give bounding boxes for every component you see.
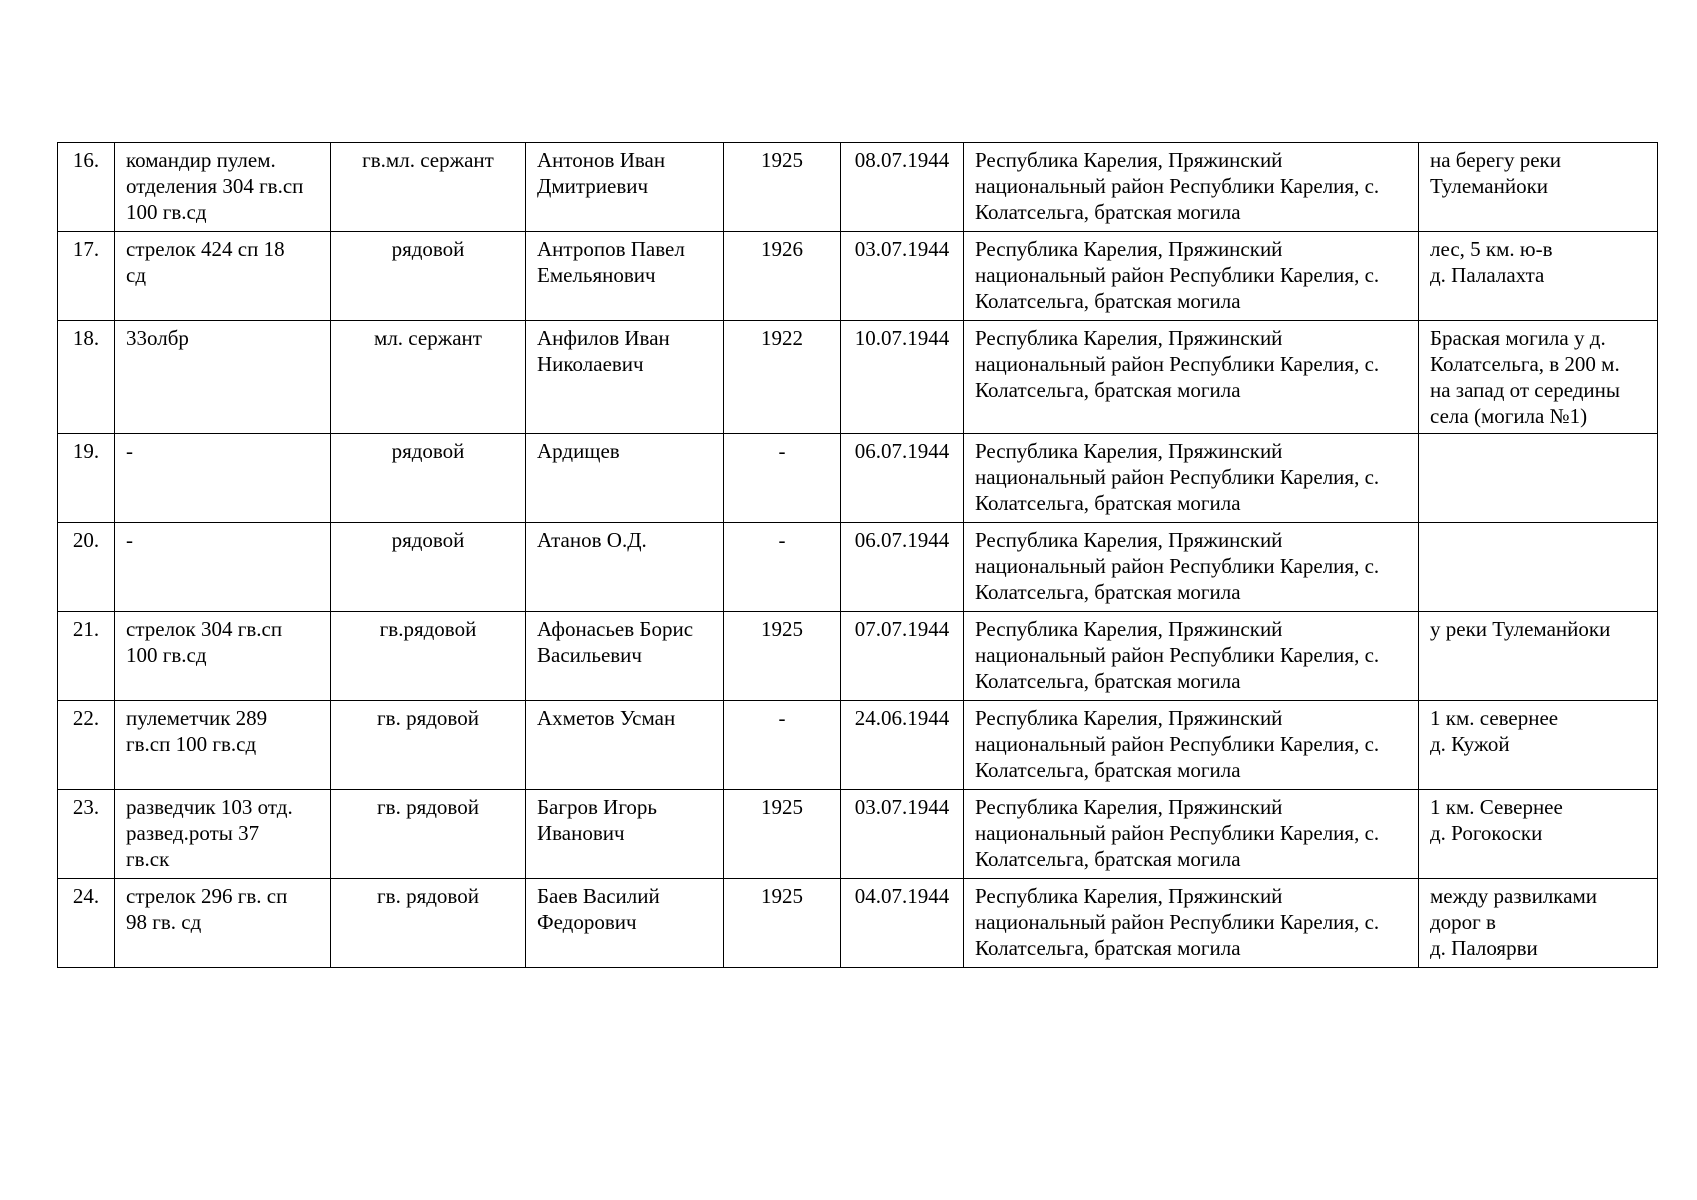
birth-year-cell (724, 523, 841, 612)
name-cell (526, 143, 724, 232)
name-cell-text: Афонасьев Борис Васильевич (537, 617, 694, 667)
name-cell-text: Багров Игорь Иванович (537, 795, 657, 845)
initial-burial-note-cell (1419, 523, 1658, 612)
rank-cell-text: гв. рядовой (377, 706, 479, 730)
initial-burial-note-cell-text: у реки Тулеманйоки (1430, 617, 1611, 641)
rank-cell-text: рядовой (391, 528, 465, 552)
table-row (58, 790, 1658, 879)
birth-year-cell (724, 143, 841, 232)
rank-cell (331, 790, 526, 879)
name-cell-text: Баев Василий Федорович (537, 884, 660, 934)
unit-cell (115, 434, 331, 523)
rank-cell-text: рядовой (391, 237, 465, 261)
birth-year-cell (724, 321, 841, 434)
unit-cell-text: - (126, 528, 133, 552)
death-date-cell-text: 03.07.1944 (854, 237, 950, 261)
burial-place-cell (964, 612, 1419, 701)
row-number-cell (58, 612, 115, 701)
death-date-cell (841, 701, 964, 790)
initial-burial-note-cell (1419, 790, 1658, 879)
initial-burial-note-cell (1419, 321, 1658, 434)
row-number-cell (58, 523, 115, 612)
death-date-cell-text: 04.07.1944 (854, 884, 950, 908)
row-number-cell-text: 17. (72, 237, 100, 261)
death-date-cell-text: 24.06.1944 (854, 706, 950, 730)
burial-place-cell (964, 701, 1419, 790)
burial-place-cell-text: Республика Карелия, Пряжинский национальный район Республики Карелия, с. Колатсельга, братская могила (975, 617, 1380, 693)
unit-cell-text: 33олбр (126, 326, 189, 350)
name-cell (526, 701, 724, 790)
name-cell (526, 232, 724, 321)
rank-cell-text: гв.рядовой (379, 617, 477, 641)
rank-cell (331, 523, 526, 612)
unit-cell (115, 143, 331, 232)
initial-burial-note-cell-text: на берегу реки Тулеманйоки (1430, 148, 1561, 198)
table-row (58, 143, 1658, 232)
rank-cell-text: гв. рядовой (377, 795, 479, 819)
death-date-cell-text: 07.07.1944 (854, 617, 950, 641)
initial-burial-note-cell (1419, 612, 1658, 701)
row-number-cell-text: 21. (72, 617, 100, 641)
rank-cell-text: мл. сержант (374, 326, 482, 350)
initial-burial-note-cell-text: Браская могила у д. Колатсельга, в 200 м. на запад от середины села (могила №1) (1430, 326, 1621, 428)
initial-burial-note-cell-text: между развилками дорог в д. Палоярви (1430, 884, 1598, 960)
birth-year-cell (724, 879, 841, 968)
burial-place-cell (964, 143, 1419, 232)
unit-cell (115, 701, 331, 790)
name-cell-text: Анфилов Иван Николаевич (537, 326, 670, 376)
table-row (58, 434, 1658, 523)
death-date-cell (841, 790, 964, 879)
rank-cell-text: гв. рядовой (377, 884, 479, 908)
name-cell (526, 879, 724, 968)
rank-cell (331, 612, 526, 701)
burial-place-cell-text: Республика Карелия, Пряжинский национальный район Республики Карелия, с. Колатсельга, братская могила (975, 528, 1380, 604)
death-date-cell-text: 03.07.1944 (854, 795, 950, 819)
initial-burial-note-cell (1419, 143, 1658, 232)
death-date-cell-text: 06.07.1944 (854, 528, 950, 552)
table-row (58, 523, 1658, 612)
burial-place-cell-text: Республика Карелия, Пряжинский национальный район Республики Карелия, с. Колатсельга, братская могила (975, 326, 1380, 402)
burial-place-cell (964, 879, 1419, 968)
row-number-cell (58, 434, 115, 523)
unit-cell (115, 321, 331, 434)
death-date-cell (841, 523, 964, 612)
death-date-cell (841, 321, 964, 434)
rank-cell-text: рядовой (391, 439, 465, 463)
burial-place-cell-text: Республика Карелия, Пряжинский национальный район Республики Карелия, с. Колатсельга, братская могила (975, 439, 1380, 515)
name-cell-text: Антропов Павел Емельянович (537, 237, 685, 287)
row-number-cell-text: 19. (72, 439, 100, 463)
row-number-cell-text: 22. (72, 706, 100, 730)
burial-place-cell (964, 523, 1419, 612)
unit-cell-text: разведчик 103 отд. развед.роты 37 гв.ск (126, 795, 293, 871)
birth-year-cell (724, 790, 841, 879)
rank-cell (331, 701, 526, 790)
birth-year-cell-text: 1925 (761, 617, 803, 641)
initial-burial-note-cell-text: 1 км. севернее д. Кужой (1430, 706, 1559, 756)
death-date-cell (841, 612, 964, 701)
row-number-cell (58, 701, 115, 790)
unit-cell (115, 232, 331, 321)
row-number-cell-text: 18. (72, 326, 100, 350)
burial-place-cell (964, 232, 1419, 321)
table-row (58, 879, 1658, 968)
unit-cell-text: стрелок 424 сп 18 сд (126, 237, 285, 287)
unit-cell (115, 879, 331, 968)
burial-place-cell-text: Республика Карелия, Пряжинский национальный район Республики Карелия, с. Колатсельга, братская могила (975, 795, 1380, 871)
table-row (58, 701, 1658, 790)
unit-cell-text: стрелок 296 гв. сп 98 гв. сд (126, 884, 288, 934)
rank-cell (331, 879, 526, 968)
initial-burial-note-cell (1419, 701, 1658, 790)
rank-cell-text: гв.мл. сержант (362, 148, 494, 172)
burial-place-cell-text: Республика Карелия, Пряжинский национальный район Республики Карелия, с. Колатсельга, братская могила (975, 237, 1380, 313)
table-row (58, 612, 1658, 701)
unit-cell-text: стрелок 304 гв.сп 100 гв.сд (126, 617, 283, 667)
rank-cell (331, 321, 526, 434)
name-cell (526, 612, 724, 701)
birth-year-cell-text: 1925 (761, 884, 803, 908)
initial-burial-note-cell (1419, 232, 1658, 321)
birth-year-cell-text: 1925 (761, 795, 803, 819)
burial-place-cell-text: Республика Карелия, Пряжинский национальный район Республики Карелия, с. Колатсельга, братская могила (975, 884, 1380, 960)
birth-year-cell-text: - (778, 706, 786, 730)
name-cell-text: Ахметов Усман (537, 706, 676, 730)
name-cell-text: Антонов Иван Дмитриевич (537, 148, 666, 198)
name-cell (526, 790, 724, 879)
row-number-cell-text: 23. (72, 795, 100, 819)
name-cell (526, 523, 724, 612)
birth-year-cell (724, 612, 841, 701)
burial-place-cell (964, 321, 1419, 434)
table-row (58, 321, 1658, 434)
row-number-cell (58, 232, 115, 321)
unit-cell (115, 523, 331, 612)
burial-place-cell (964, 790, 1419, 879)
row-number-cell-text: 24. (72, 884, 100, 908)
row-number-cell (58, 790, 115, 879)
table-row (58, 232, 1658, 321)
initial-burial-note-cell-text: 1 км. Севернее д. Рогокоски (1430, 795, 1563, 845)
burial-place-cell-text: Республика Карелия, Пряжинский национальный район Республики Карелия, с. Колатсельга, братская могила (975, 148, 1380, 224)
rank-cell (331, 434, 526, 523)
death-date-cell (841, 879, 964, 968)
death-date-cell (841, 434, 964, 523)
birth-year-cell-text: 1925 (761, 148, 803, 172)
birth-year-cell-text: - (778, 528, 786, 552)
burial-records-table (57, 142, 1658, 968)
death-date-cell-text: 08.07.1944 (854, 148, 950, 172)
birth-year-cell-text: 1926 (761, 237, 803, 261)
burial-place-cell-text: Республика Карелия, Пряжинский национальный район Республики Карелия, с. Колатсельга, братская могила (975, 706, 1380, 782)
burial-place-cell (964, 434, 1419, 523)
birth-year-cell-text: - (778, 439, 786, 463)
name-cell (526, 321, 724, 434)
birth-year-cell (724, 232, 841, 321)
initial-burial-note-cell (1419, 879, 1658, 968)
records-body (58, 143, 1658, 968)
row-number-cell-text: 16. (72, 148, 100, 172)
name-cell-text: Ардищев (537, 439, 620, 463)
row-number-cell (58, 143, 115, 232)
unit-cell-text: командир пулем. отделения 304 гв.сп 100 гв.сд (126, 148, 304, 224)
death-date-cell (841, 232, 964, 321)
row-number-cell (58, 321, 115, 434)
death-date-cell-text: 06.07.1944 (854, 439, 950, 463)
unit-cell-text: пулеметчик 289 гв.сп 100 гв.сд (126, 706, 268, 756)
rank-cell (331, 232, 526, 321)
unit-cell (115, 612, 331, 701)
row-number-cell-text: 20. (72, 528, 100, 552)
unit-cell (115, 790, 331, 879)
birth-year-cell-text: 1922 (761, 326, 803, 350)
birth-year-cell (724, 434, 841, 523)
death-date-cell-text: 10.07.1944 (854, 326, 950, 350)
rank-cell (331, 143, 526, 232)
death-date-cell (841, 143, 964, 232)
row-number-cell (58, 879, 115, 968)
birth-year-cell (724, 701, 841, 790)
name-cell-text: Атанов О.Д. (537, 528, 647, 552)
name-cell (526, 434, 724, 523)
initial-burial-note-cell (1419, 434, 1658, 523)
unit-cell-text: - (126, 439, 133, 463)
initial-burial-note-cell-text: лес, 5 км. ю-в д. Палалахта (1430, 237, 1553, 287)
